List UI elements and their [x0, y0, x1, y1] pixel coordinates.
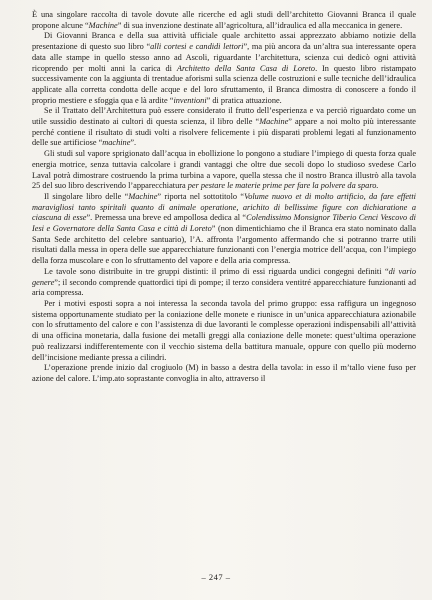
text-run: Le tavole sono distribuite in tre gruppi distinti: il primo di essi riguarda undici congegni definiti “: [44, 266, 389, 276]
text-run: L’operazione prende inizio dal crogiuolo (M) in basso a destra della tavola: in esso il m’tallo viene fuso per azione del calore. L’imp.ato soprastante convoglia in alto, attraverso il: [32, 363, 416, 383]
italic-text: Machine: [88, 20, 118, 30]
italic-text: Architetto della Santa Casa di Loreto: [176, 63, 316, 73]
text-run: ”.: [130, 138, 137, 148]
paragraph-6: [32, 267, 416, 299]
italic-text: machine: [102, 138, 131, 148]
text-run: Di Giovanni Branca e della sua attività ufficiale quale architetto assai apprezzato abbiamo notizie della presentazione di questo suo libro “: [32, 31, 416, 52]
text-run: ” appare a noi molto più interessante perché contiene il risultato di studi volti a risolvere felicemente i più disparati problemi legati al funzionamento delle sue artificiose “: [32, 117, 416, 148]
paragraph-3: [32, 106, 416, 149]
italic-text: Colendissimo Monsignor Tiberio Cenci Vescovo di Iesi e Governatore della Santa Casa e città di Loreto: [32, 213, 416, 234]
italic-text: Machine: [259, 117, 289, 127]
paragraph-7: [32, 299, 416, 363]
text-run: ” (non dimentichiamo che il Branca era stato nominato dalla Santa Sede architetto del celebre santuario), l’A. affronta l’argomento affermando che si potranno trarre utili risultati dalla messa in opera delle sue apparecchiature funzionanti con l’energia motrice dell’acqua, con l’impiego della forza muscolare e con lo sfruttamento del vapore e della aria compressa.: [32, 224, 416, 266]
italic-text: Volume nuovo et di molto artificio, da fare effetti maravigliosi tanto spiritali quanto di animale operatione, arichito di bellissime figure con dichiaratione a ciascuna di esse: [32, 191, 416, 223]
italic-text: inventioni: [173, 95, 207, 105]
text-run: Se il Trattato dell’Architettura può essere considerato il frutto dell’esperienza e va perciò riguardato come un utile sussidio destinato ai cultori di questa scienza, il libro delle “: [32, 106, 416, 127]
text-run: È una singolare raccolta di tavole dovute alle ricerche ed agli studi dell’architetto Giovanni Branca il quale propone alcune “: [32, 10, 416, 30]
paragraph-1: [32, 10, 416, 31]
text-run: Il singolare libro delle “: [44, 191, 129, 201]
text-run: ”. Premessa una breve ed ampollosa dedica al “: [86, 213, 247, 223]
text-run: ”; il secondo comprende quattordici tipi di pompe; il terzo considera ventitré apparecchiature funzionanti ad aria compressa.: [32, 277, 416, 298]
italic-text: alli cortesi e candidi lettori: [150, 42, 244, 52]
text-run: Per i motivi esposti sopra a noi interessa la seconda tavola del primo gruppo: essa raffigura un ingegnoso sistema opportunamente studiato per la coniazione delle monete e riunisce in un’unica apparecchiatura azionabile con lo sfruttamento del calore e con l’assistenza di due lavoranti le complesse operazioni indispensabili all’attività di una officina monetaria, dalla fusione dei metalli greggi alla coniazione delle monete: quest’ultima operazione può realizzarsi indifferentemente con il vecchio sistema della battitura manuale, oppure con quello più moderno dell’incisione mediante pressa a cilindri.: [32, 298, 416, 362]
text-run: ” di sua invenzione destinate all’agricoltura, all’idraulica ed alla meccanica in genere.: [117, 20, 403, 30]
text-run: ” di pratica attuazione.: [206, 95, 282, 105]
italic-text: di vario genere: [32, 266, 416, 287]
italic-text: Machine: [128, 191, 158, 201]
text-run: ”, ma più ancora da un’altra sua interessante opera data alle stampe in quello stesso anno ad Ascoli, riguardante l’architettura, scienza cui dedicò ogni attività ricoprendo per molti anni la carica di: [32, 42, 416, 73]
paragraph-2: [32, 31, 416, 106]
paragraph-8: [32, 363, 416, 384]
text-run: . In questo libro ristampato successivamente con la aggiunta di trentadue aforismi sulla scienza delle costruzioni e sulle tecniche dell’idraulica applicate alla corretta condotta delle acque e del loro sfruttamento, il Branca dimostra di conoscere a fondo il proprio mestiere e sfoggia qua e là ardite “: [32, 63, 416, 105]
paragraph-5: [32, 192, 416, 267]
paragraph-4: [32, 149, 416, 192]
text-run: ” riporta nel sottotitolo “: [157, 191, 245, 201]
text-run: Gli studi sul vapore sprigionato dall’acqua in ebollizione lo pongono a studiare l’impiego di questa forza quale energia motrice, senza tuttavia calcolare i grandi vantaggi che oltre due secoli dopo lo studioso svedese Carlo Laval potrà dimostrare costruendo la prima turbina a vapore, quella stessa che il nostro Branca illustrò alla tavola 25 del suo libro descrivendo l’apparecchiatura: [32, 149, 416, 191]
page-number: – 247 –: [201, 572, 231, 582]
body-text: [32, 10, 416, 385]
italic-text: per pestare le materie prime per fare la polvere da sparo.: [187, 181, 379, 191]
